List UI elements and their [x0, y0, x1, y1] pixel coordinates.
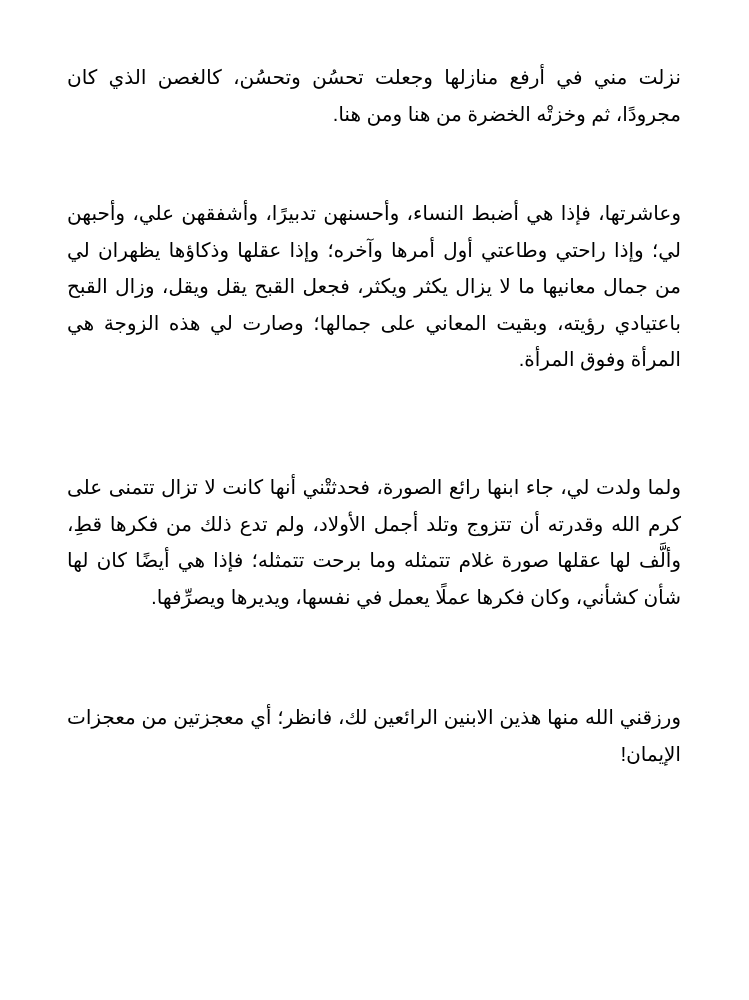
paragraph-4: ورزقني الله منها هذين الابنين الرائعين لك، فانظر؛ أي معجزتين من معجزات الإيمان!	[67, 707, 681, 766]
paragraph-1: نزلت مني في أرفع منازلها وجعلت تحسُن وتحسُن، كالغصن الذي كان مجرودًا، ثم وخزتْه الخضرة من هنا ومن هنا.	[67, 67, 681, 126]
paragraph-3: ولما ولدت لي، جاء ابنها رائع الصورة، فحدثتْني أنها كانت لا تزال تتمنى على كرم الله وقدرته أن تتزوج وتلد أجمل الأولاد، ولم تدع ذلك من فكرها قطِ، وألَّف لها عقلها صورة غلام تتمثله وما برحت تتمثله؛ فإذا هي أيضًا كان لها شأن كشأني، وكان فكرها عملًا يعمل في نفسها، ويديرها ويصرِّفها.	[67, 477, 681, 609]
paragraph-2: وعاشرتها، فإذا هي أضبط النساء، وأحسنهن تدبيرًا، وأشفقهن علي، وأحبهن لي؛ وإذا راحتي وطاعتي أول أمرها وآخره؛ وإذا عقلها وذكاؤها يظهران لي من جمال معانيها ما لا يزال يكثر ويكثر، فجعل القبح يقل ويقل، وزال القبح باعتيادي رؤيته، وبقيت المعاني على جمالها؛ وصارت لي هذه الزوجة هي المرأة وفوق المرأة.	[67, 203, 681, 371]
